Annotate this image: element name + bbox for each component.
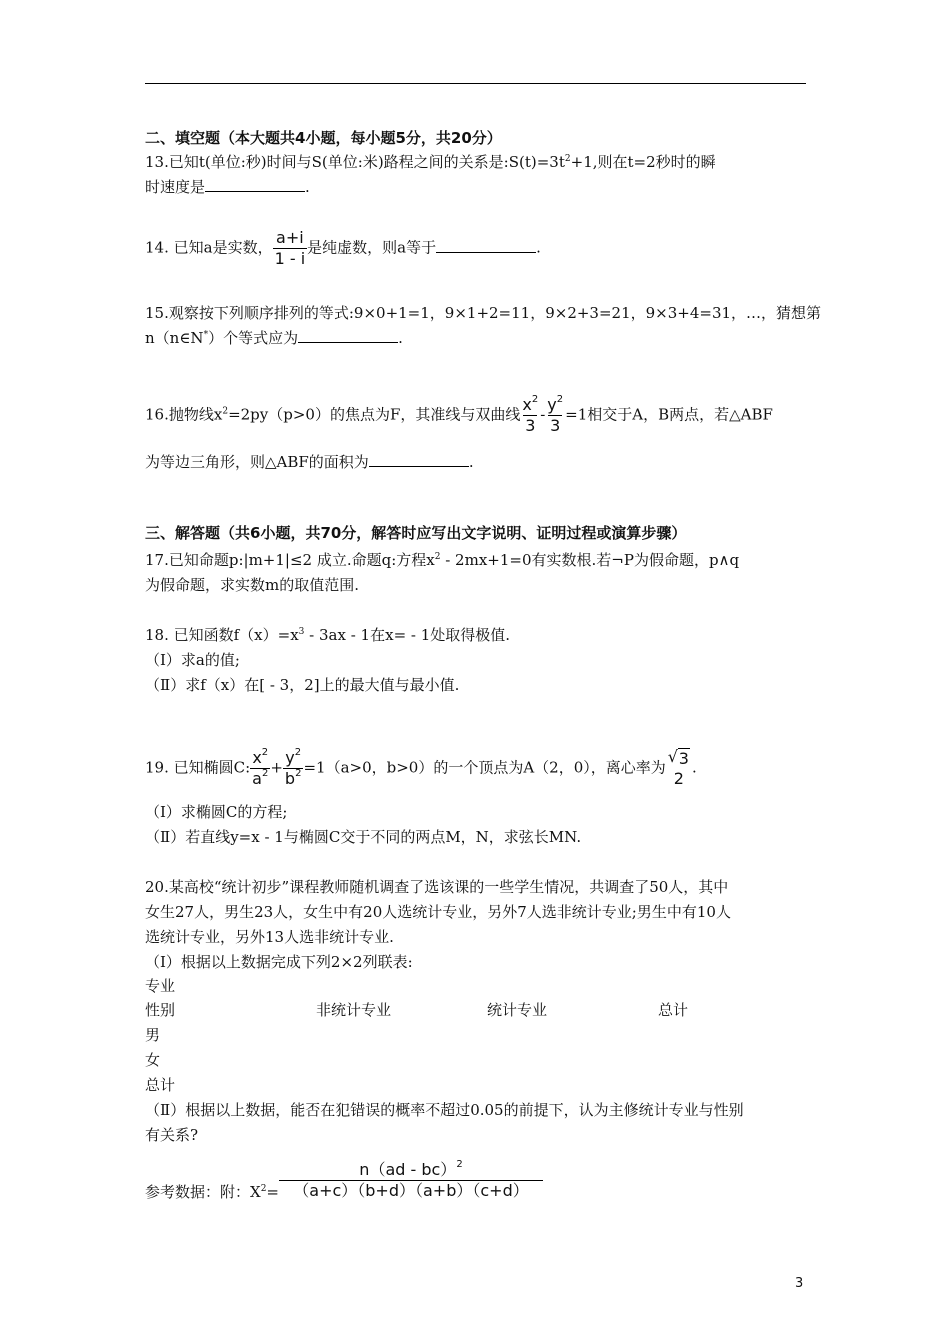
q20-line4: （Ⅰ）根据以上数据完成下列2×2列联表: [145, 953, 413, 971]
table-row-total: 总计 [145, 1076, 176, 1094]
q19-line2: （Ⅰ）求椭圆C的方程; [145, 803, 288, 821]
q15-line1: 15.观察按下列顺序排列的等式:9×0+1=1，9×1+2=11，9×2+3=21，9×3+4=31，…，猜想第 [145, 304, 822, 322]
q20-line3: 选统计专业，另外13人选非统计专业. [145, 928, 394, 946]
q18-line2: （Ⅰ）求a的值; [145, 651, 240, 669]
q14-line: 14. 已知a是实数， $\frac{a+i}{1 - i}$ 是纯虚数，则a等于 . [145, 228, 541, 268]
sqrt-icon: √ 3 [667, 746, 689, 768]
answer-blank[interactable] [369, 452, 469, 467]
q13-line1: 13.已知t(单位:秒)时间与S(单位:米)路程之间的关系是$:S(t)=3t^2+1$,则在t=2秒时的瞬 [145, 153, 716, 171]
answer-blank[interactable] [205, 177, 305, 192]
table-col-stat: 统计专业 [487, 1001, 548, 1019]
answer-blank[interactable] [298, 328, 398, 343]
q18-line3: （Ⅱ）求f（x）在[ - 3，2]上的最大值与最小值. [145, 676, 460, 694]
q15-line2: n（n∈N*）个等式应为 . [145, 329, 403, 347]
q19-eccentricity: √ 3 2 [667, 746, 689, 788]
chi-square-fraction: $\frac{n(ad - bc)^2}{(a+c)(b+d)(a+b)(c+d)}$ [279, 1160, 543, 1201]
q17-line1: 17.已知命题p:|m+1|≤2 成立.命题q:方程$x^2 - 2mx+1=0$有实数根.若¬P为假命题，p∧q [145, 551, 740, 569]
table-col-nonstat: 非统计专业 [316, 1001, 392, 1019]
reference-formula: 参考数据：附：$X^2=$ $\frac{n(ad - bc)^2}{(a+c)(b+d)(a+b)(c+d)}$ [145, 1160, 543, 1201]
q16-fraction-x: $\frac{x^2}{3}$ [522, 394, 539, 435]
q17-line2: 为假命题，求实数m的取值范围. [145, 576, 359, 594]
table-row-female: 女 [145, 1051, 161, 1069]
section3-heading: 三、解答题（共6小题，共70分，解答时应写出文字说明、证明过程或演算步骤） [145, 524, 687, 542]
q18-line1: 18. 已知函数$f(x)=x^3 - 3ax - 1$在x= - 1处取得极值. [145, 626, 511, 644]
table-row-male: 男 [145, 1026, 161, 1044]
q19-fraction-x: $\frac{x^2}{a^2}$ [252, 747, 269, 788]
section2-heading: 二、填空题（本大题共4小题，每小题5分，共20分） [145, 129, 502, 147]
table-corner-top: 专业 [145, 977, 176, 995]
q20-line6: 有关系? [145, 1126, 199, 1144]
q13-line2: 时速度是 . [145, 178, 310, 196]
q16-line2: 为等边三角形，则△ABF的面积为 . [145, 453, 474, 471]
q16-fraction-y: $\frac{y^2}{3}$ [547, 394, 564, 435]
q20-line1: 20.某高校“统计初步”课程教师随机调查了选该课的一些学生情况，共调查了50人，其中 [145, 878, 729, 896]
q19-line1: 19. 已知椭圆C: $\frac{x^2}{a^2}$ + $\frac{y^2}{b^2}$ =1（a>0，b>0）的一个顶点为A（2，0），离心率为 √ 3 2 . [145, 746, 697, 788]
q20-line5: （Ⅱ）根据以上数据，能否在犯错误的概率不超过0.05的前提下，认为主修统计专业与性别 [145, 1101, 744, 1119]
table-corner-bottom: 性别 [145, 1001, 176, 1019]
q14-fraction: $\frac{a+i}{1 - i}$ [274, 228, 306, 268]
header-rule [145, 83, 806, 84]
q16-line1: 16.抛物线$x^2=2py(p>0)$的焦点为F，其准线与双曲线 $\frac{x^2}{3}$ - $\frac{y^2}{3}$ =1相交于A，B两点，若△ABF [145, 394, 773, 435]
q19-line3: （Ⅱ）若直线y=x - 1与椭圆C交于不同的两点M，N，求弦长MN. [145, 828, 582, 846]
q19-fraction-y: $\frac{y^2}{b^2}$ [284, 747, 302, 788]
table-col-total: 总计 [658, 1001, 689, 1019]
answer-blank[interactable] [436, 238, 536, 253]
page-number: 3 [795, 1276, 804, 1291]
q20-line2: 女生27人，男生23人，女生中有20人选统计专业，另外7人选非统计专业;男生中有10人 [145, 903, 731, 921]
